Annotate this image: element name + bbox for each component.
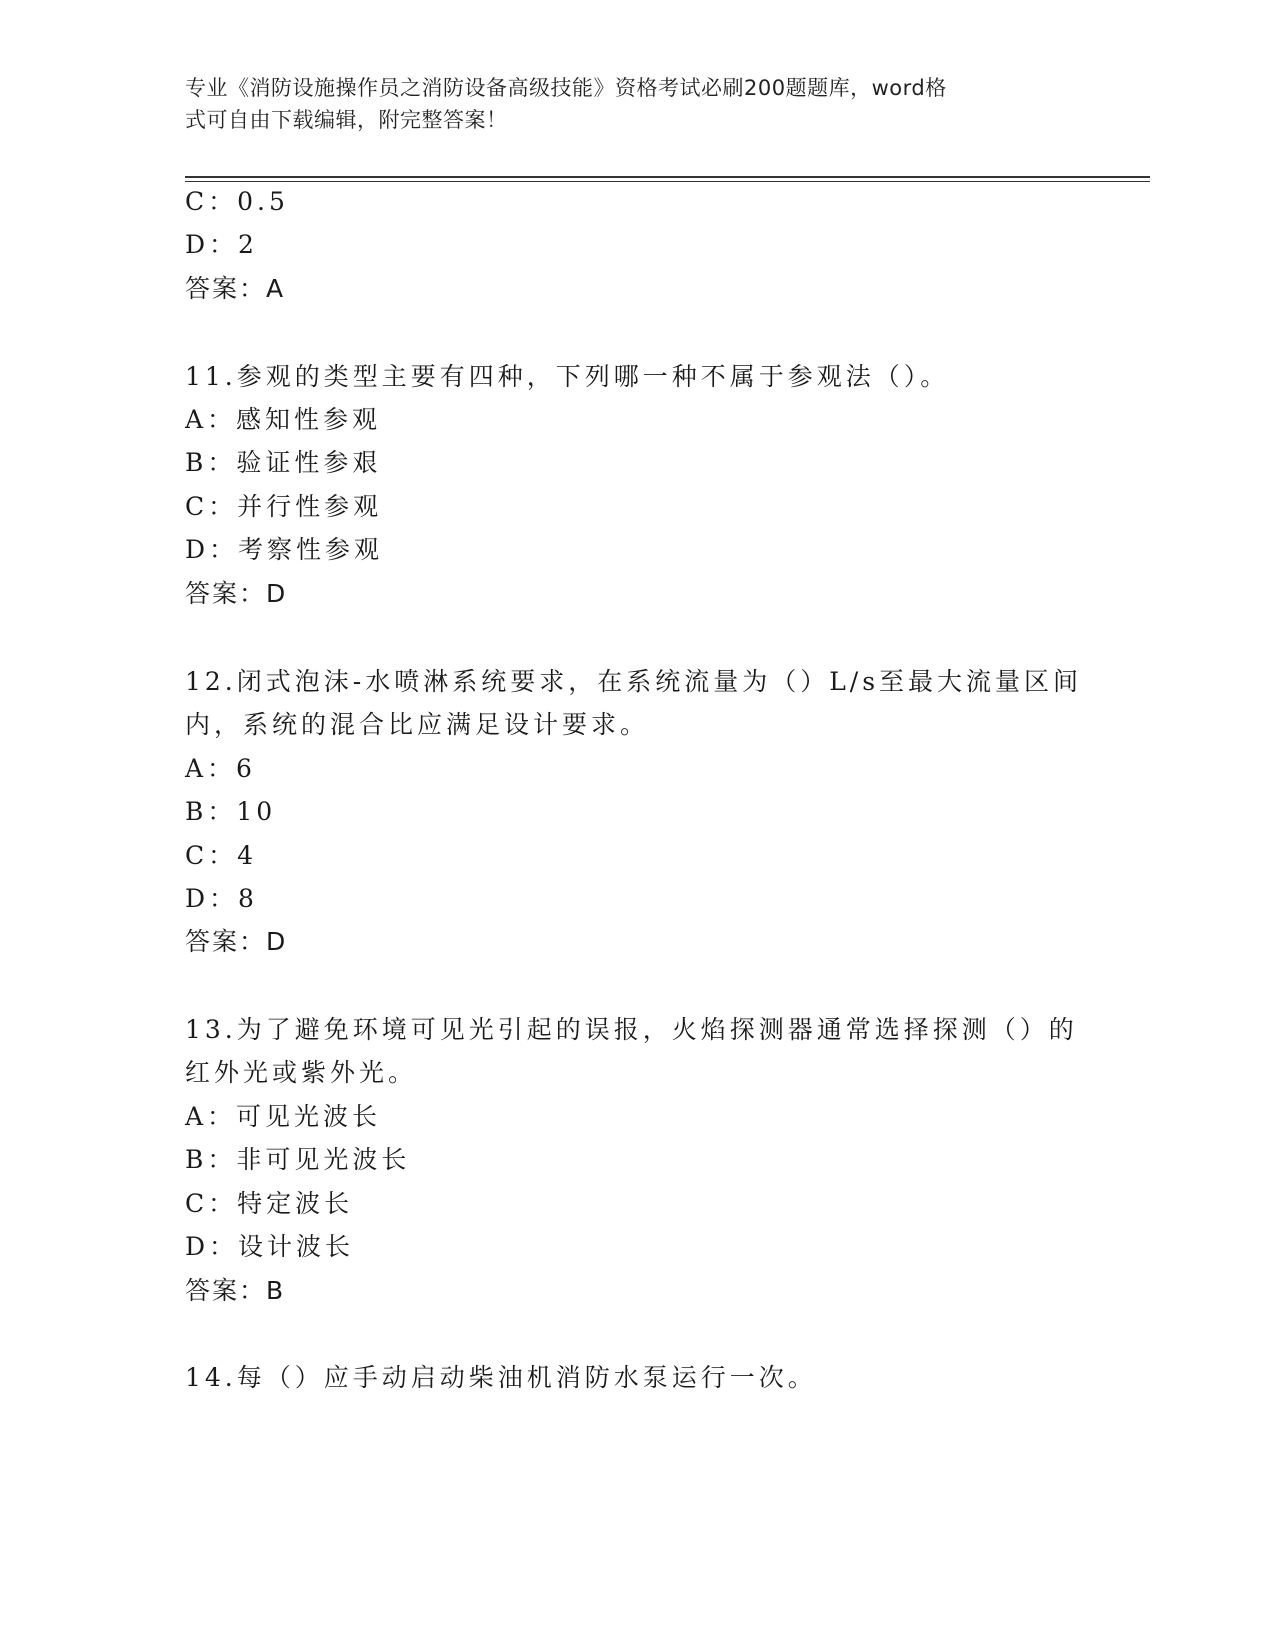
q11-stem: 11.参观的类型主要有四种，下列哪一种不属于参观法（）。 — [185, 362, 950, 391]
document-header — [185, 72, 1065, 136]
q13-option-d: D：设计波长 — [185, 1232, 355, 1261]
q11-answer: 答案：D — [185, 579, 288, 608]
header-line-2: 式可自由下载编辑，附完整答案！ — [185, 108, 508, 132]
q13-answer: 答案：B — [185, 1276, 286, 1305]
q11-option-c: C：并行性参观 — [185, 492, 383, 521]
q12-option-b: B：10 — [185, 797, 277, 826]
q13-stem-line-2: 红外光或紫外光。 — [185, 1058, 418, 1087]
q12-option-a: A：6 — [185, 754, 256, 783]
q11-option-d: D：考察性参观 — [185, 535, 384, 564]
q13-option-a: A：可见光波长 — [185, 1102, 382, 1131]
q12-stem-line-1: 12.闭式泡沫-水喷淋系统要求，在系统流量为（）L/s至最大流量区间 — [185, 667, 1083, 696]
q11-option-a: A：感知性参观 — [185, 405, 382, 434]
header-line-1: 专业《消防设施操作员之消防设备高级技能》资格考试必刷200题题库，word格 — [185, 76, 947, 100]
prev-question-answer: 答案：A — [185, 274, 286, 303]
q12-stem-line-2: 内，系统的混合比应满足设计要求。 — [185, 710, 650, 739]
q11-option-b: B：验证性参艰 — [185, 448, 382, 477]
prev-question-option-c: C：0.5 — [185, 187, 289, 216]
q13-stem-line-1: 13.为了避免环境可见光引起的误报，火焰探测器通常选择探测（）的 — [185, 1015, 1078, 1044]
q14-stem: 14.每（）应手动启动柴油机消防水泵运行一次。 — [185, 1363, 817, 1392]
header-divider-thin — [185, 181, 1150, 182]
header-divider-thick — [185, 176, 1150, 178]
q12-option-d: D：8 — [185, 884, 258, 913]
q12-answer: 答案：D — [185, 927, 288, 956]
q13-option-b: B：非可见光波长 — [185, 1145, 411, 1174]
prev-question-option-d: D：2 — [185, 230, 258, 259]
q12-option-c: C：4 — [185, 841, 258, 870]
q13-option-c: C：特定波长 — [185, 1189, 354, 1218]
